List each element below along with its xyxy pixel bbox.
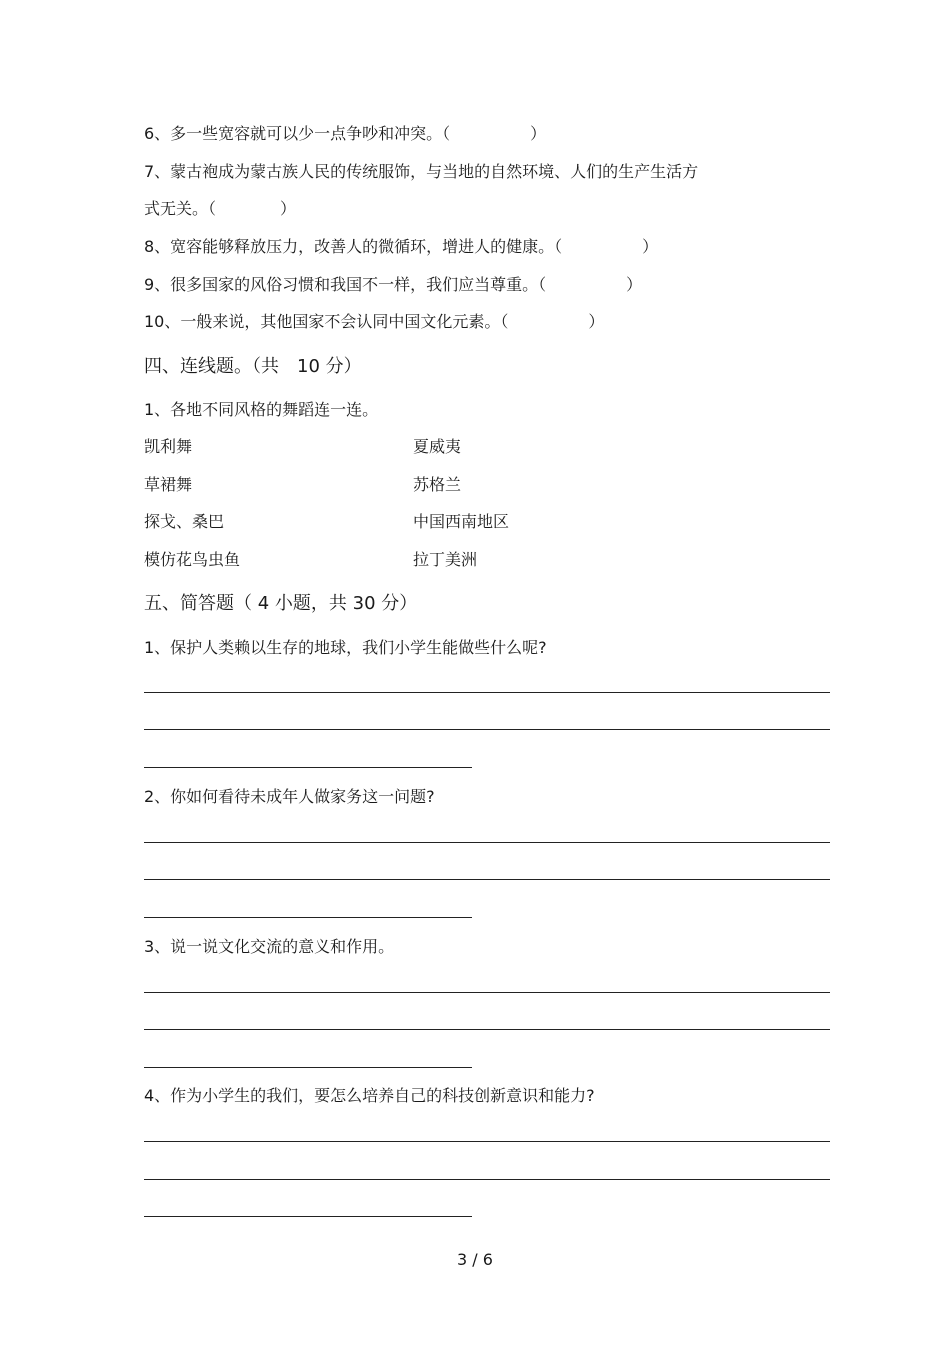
short-answer-question-2: 2、你如何看待未成年人做家务这一问题? (144, 787, 435, 806)
tf-item-8: 8、宽容能够释放压力，改善人的微循环，增进人的健康。（ ） (144, 237, 659, 256)
section-5-title: 五、简答题（ 4 小题，共 30 分） (144, 593, 418, 614)
answer-line[interactable] (144, 1029, 830, 1030)
answer-line[interactable] (144, 1179, 830, 1180)
match-right-item: 中国西南地区 (413, 512, 510, 531)
match-left-item: 模仿花鸟虫鱼 (144, 550, 241, 569)
match-right-item: 拉丁美洲 (413, 550, 478, 569)
answer-line[interactable] (144, 992, 830, 993)
answer-line[interactable] (144, 767, 472, 768)
tf-item-7-cont: 式无关。（ ） (144, 199, 297, 218)
answer-line[interactable] (144, 692, 830, 693)
answer-line[interactable] (144, 842, 830, 843)
page-number: 3 / 6 (457, 1250, 493, 1269)
answer-line[interactable] (144, 1067, 472, 1068)
short-answer-question-3: 3、说一说文化交流的意义和作用。 (144, 937, 395, 956)
match-left-item: 探戈、桑巴 (144, 512, 225, 531)
answer-line[interactable] (144, 1216, 472, 1217)
answer-line[interactable] (144, 1141, 830, 1142)
match-left-item: 草裙舞 (144, 475, 193, 494)
tf-item-7: 7、蒙古袍成为蒙古族人民的传统服饰，与当地的自然环境、人们的生产生活方 (144, 162, 699, 181)
match-left-item: 凯利舞 (144, 437, 193, 456)
matching-question: 1、各地不同风格的舞蹈连一连。 (144, 400, 379, 419)
tf-item-6: 6、多一些宽容就可以少一点争吵和冲突。（ ） (144, 124, 547, 143)
tf-item-10: 10、一般来说，其他国家不会认同中国文化元素。（ ） (144, 312, 605, 331)
short-answer-question-1: 1、保护人类赖以生存的地球，我们小学生能做些什么呢? (144, 638, 547, 657)
answer-line[interactable] (144, 729, 830, 730)
match-right-item: 苏格兰 (413, 475, 462, 494)
answer-line[interactable] (144, 879, 830, 880)
answer-line[interactable] (144, 917, 472, 918)
short-answer-question-4: 4、作为小学生的我们，要怎么培养自己的科技创新意识和能力? (144, 1086, 595, 1105)
match-right-item: 夏威夷 (413, 437, 462, 456)
tf-item-9: 9、很多国家的风俗习惯和我国不一样，我们应当尊重。（ ） (144, 275, 643, 294)
section-4-title: 四、连线题。（共 10 分） (144, 356, 362, 377)
